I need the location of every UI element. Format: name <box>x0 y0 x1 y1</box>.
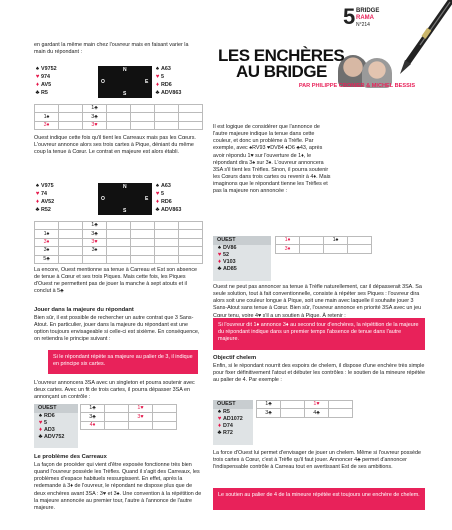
intro-paragraph: en gardant la même main chez l'ouvreur mais en faisant varier la main du répondant : <box>34 42 189 56</box>
hand-example-chelem-west: OUEST ♠ R5 ♥ AD1072 ♦ D74 ♣ R72 <box>213 400 253 445</box>
heading-jouer-majeure: Jouer dans la majeure du répondant <box>34 307 134 313</box>
bidding-table-2: 1♣ 1♠ 3♣ 3♦ 3♥ 3♠ 3♠ 5♣ <box>34 221 203 264</box>
brand-rama: RAMA <box>356 15 374 21</box>
bidding-table-chelem: 1♣ 1♥ 3♣ 4♣ <box>256 400 353 418</box>
paragraph-after-hand1: Ouest indique cette fois qu'il tient les Carreaux mais pas les Cœurs. L'ouvreur annonce alors ses trois cartes à Pique, déniant du même coup la tenue à Cœur. Le contrat en majeure est alors établi. <box>34 135 196 156</box>
page-title-line1: LES ENCHÈRES <box>218 46 345 65</box>
page-number: 5 <box>343 4 356 29</box>
bidding-table-1: 1♣ 1♠ 3♣ 3♦ 3♥ <box>34 104 203 130</box>
paragraph-right-1: Il est logique de considérer que l'annonce de l'autre majeure indique la tenue dans cette couleur, et donc un problème à Trèfle. Par exemple, avec ♠RV93 ♥DV84 ♦D6 ♣43, après avoir répondu 1♥ sur l'ouverture de 1♦, le répondant dira 3♠ sur 3♦. L'ouvreur annoncera 3SA s'il tient les Trèfles. Sinon, il pourra soutenir les Cœurs dans trois cartes ou revenir à 4♦. Mais imaginons que le répondant tienne les Trèfles et pas la majeure non annoncée : <box>213 124 331 195</box>
compass-2: N O E S <box>98 183 152 215</box>
hand1-east: ♠ A63 ♥ 5 ♦ RD6 ♣ ADV863 <box>155 66 182 97</box>
hand2-east: ♠ A63 ♥ 5 ♦ RD6 ♣ ADV863 <box>155 183 182 214</box>
heading-chelem: Objectif chelem <box>213 355 257 361</box>
pen-icon <box>380 0 452 75</box>
hand-example-right-west: OUEST ♠ DV86 ♥ 52 ♦ V103 ♣ AD85 <box>213 236 271 281</box>
paragraph-right-3: La force d'Ouest lui permet d'envisager de jouer un chelem. Même si l'ouvreur possède trois cartes à Cœur, c'est à Trèfle qu'il faut jouer. Annoncer 4♣ permet d'annoncer l'indispensable contrôle à Carreau tout en avertissant Est de ses ambitions. <box>213 450 422 471</box>
paragraph-right-2: Ouest ne peut pas annoncer sa tenue à Trèfle naturellement, car il dépasserait 3SA. Sa seule solution, tout à fait conventionnelle, consiste à répéter ses Piques : l'ouvreur dira alors soit une couleur longue à Pique, soit une main avec laquelle il souhaite jouer 3 Sans-Atout sans tenue à Cœur. Bien sûr, l'ouvreur annonce en priorité 3SA avec un jeu Cœur tenu, voire 4♥ s'il a un soutien à Pique. À retenir : <box>213 284 422 319</box>
paragraph-carreaux: La façon de procéder qui vient d'être exposée fonctionne très bien quand l'ouvreur possède les Trèfles. Quand il s'agit des Carreaux, les problèmes d'espace habituels ressurgissent. En effet, après la redemande à 3♦ de l'ouvreur, le répondant ne dispose plus que de deux enchères avant 3SA : 3♥ et 3♠. Une convention à la répétition de la majeure annoncée au premier tour, l'autre à l'annonce de l'autre majeure. <box>34 462 202 511</box>
diamond-icon: ♦ <box>35 82 40 89</box>
bidding-table-right-1: 1♦ 1♠ 3♦ <box>275 236 372 254</box>
paragraph-jouer-majeure: Bien sûr, il est possible de rechercher un autre contrat que 3 Sans-Atout. En particulier, jouer dans la majeure du répondant est une option toujours envisageable si celle-ci est sixième. En conséquence, on retiendra le principe suivant : <box>34 315 200 343</box>
hand1-west: ♠ V9752 ♥ 974 ♦ AV5 ♣ R5 <box>35 66 57 97</box>
brand-issue: N°214 <box>356 22 370 28</box>
authors-byline: PAR PHILIPPE CRONIER & MICHEL BESSIS <box>298 83 416 89</box>
paragraph-after-hand2: La encore, Ouest mentionne sa tenue à Carreau et Est son absence de tenue à Cœur et ses trois Piques. Mais cette fois, les Piques d'Ouest ne permettent pas de jouer la manche à sept atouts et il conclut à 5♣ <box>34 267 198 295</box>
compass-1: N O E S <box>98 66 152 98</box>
hand2-west: ♠ V975 ♥ 74 ♦ AV52 ♣ R52 <box>35 183 55 214</box>
page-title-line2: AU BRIDGE <box>236 62 327 81</box>
hand-example-west: OUEST ♠ RD6 ♥ 5 ♦ AD3 ♣ ADV752 <box>34 404 78 448</box>
bidding-table-3: 1♣ 1♥ 3♣ 3♥ 4♦ <box>80 404 177 430</box>
paragraph-3sa: L'ouvreur annoncera 3SA avec un singleton et pourra soutenir avec deux cartes. Avec un fit de trois cartes, il pourra dépasser 3SA en annonçant un contrôle : <box>34 380 195 401</box>
heading-carreaux: Le problème des Carreaux <box>34 454 107 460</box>
club-icon: ♣ <box>35 90 40 97</box>
heart-icon: ♥ <box>35 74 40 81</box>
rule-box-2: Si l'ouvreur dit 1♦ annonce 3♦ au second tour d'enchères, la répétition de la majeure du répondant indique dans un premier temps l'absence de tenue dans l'autre majeure. <box>213 318 425 350</box>
paragraph-chelem: Enfin, si le répondant nourrit des espoirs de chelem, il dispose d'une enchère très simple pour fixer définitivement l'atout et débuter les contrôles : le soutien de la mineure répétée au palier de 4. Par exemple : <box>213 363 425 384</box>
rule-box-1: Si le répondant répète sa majeure au palier de 3, il indique en principe six cartes. <box>48 350 198 374</box>
spade-icon: ♠ <box>35 66 40 73</box>
brand-bridge: BRIDGE <box>356 8 380 14</box>
rule-box-3: Le soutien au palier de 4 de la mineure répétée est toujours une enchère de chelem. <box>213 488 425 510</box>
